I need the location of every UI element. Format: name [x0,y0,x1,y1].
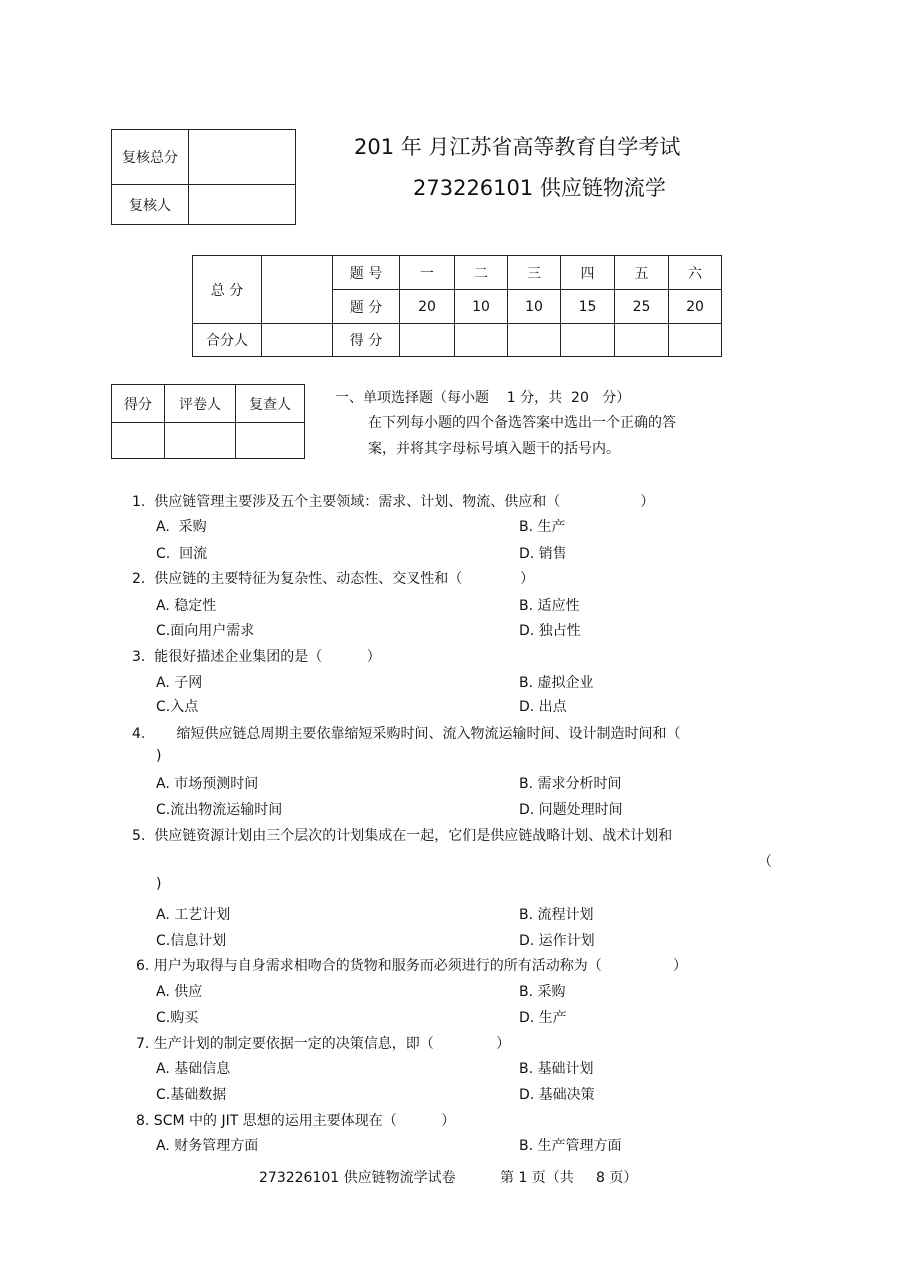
col-label-5: 五 [615,256,669,290]
col-label-3: 三 [508,256,561,290]
question-3-option-c: C.入点 [156,699,199,715]
section-instruction-1: 在下列每小题的四个备选答案中选出一个正确的答 [368,415,676,431]
question-4-option-a: A. 市场预测时间 [156,776,259,792]
question-6-option-a: A. 供应 [156,984,203,1000]
score-table [192,255,722,357]
question-1-option-a: A. 采购 [156,519,207,535]
col-label-2: 二 [455,256,508,290]
question-2-option-a: A. 稳定性 [156,598,217,614]
exam-title: 201 年 月江苏省高等教育自学考试 [354,135,681,159]
question-8-option-b: B. 生产管理方面 [519,1138,622,1154]
question-4-stem: 4. 缩短供应链总周期主要依靠缩短采购时间、流入物流运输时间、设计制造时间和（ [132,726,681,742]
points-5: 25 [615,290,669,324]
course-title: 273226101 供应链物流学 [413,176,666,200]
total-value [262,256,333,324]
question-3-option-b: B. 虚拟企业 [519,675,594,691]
points-label: 题 分 [333,290,400,324]
question-4-option-c: C.流出物流运输时间 [156,802,283,818]
checker-value [236,423,305,459]
got-6 [669,324,722,357]
question-2-option-d: D. 独占性 [519,623,581,639]
reviewer-label: 复核人 [112,185,189,225]
review-total-value [189,130,296,185]
question-6-option-d: D. 生产 [519,1010,567,1026]
checker-label: 复查人 [236,385,305,423]
question-8-option-a: A. 财务管理方面 [156,1138,259,1154]
question-3-option-a: A. 子网 [156,675,203,691]
question-5-option-c: C.信息计划 [156,933,227,949]
grader-score-label: 得分 [112,385,165,423]
got-5 [615,324,669,357]
footer-page-info: 第 1 页（共 8 页） [500,1170,638,1186]
question-1-option-d: D. 销售 [519,546,567,562]
question-7-option-a: A. 基础信息 [156,1061,231,1077]
points-6: 20 [669,290,722,324]
section-instruction-2: 案，并将其字母标号填入题干的括号内。 [368,441,620,457]
review-box [111,129,296,225]
question-1-option-c: C. 回流 [156,546,208,562]
question-5-option-d: D. 运作计划 [519,933,595,949]
question-7-stem: 7. 生产计划的制定要依据一定的决策信息，即（ ） [136,1036,511,1052]
got-3 [508,324,561,357]
points-2: 10 [455,290,508,324]
question-4-option-d: D. 问题处理时间 [519,802,623,818]
question-2-option-c: C.面向用户需求 [156,623,255,639]
review-total-label: 复核总分 [112,130,189,185]
grader-box [111,384,305,459]
got-label: 得 分 [333,324,400,357]
grader-value [165,423,236,459]
section-heading: 一、单项选择题（每小题 1 分，共 20 分） [335,390,631,406]
question-number-label: 题 号 [333,256,400,290]
grader-score-value [112,423,165,459]
col-label-1: 一 [400,256,455,290]
got-2 [455,324,508,357]
footer-exam-name: 273226101 供应链物流学试卷 [259,1170,456,1186]
question-5-stem: 5. 供应链资源计划由三个层次的计划集成在一起，它们是供应链战略计划、战术计划和 [132,828,673,844]
question-5-paren: （ [758,854,772,870]
col-label-6: 六 [669,256,722,290]
question-7-option-d: D. 基础决策 [519,1087,595,1103]
col-label-4: 四 [561,256,615,290]
points-4: 15 [561,290,615,324]
question-1-option-b: B. 生产 [519,519,566,535]
question-1-stem: 1. 供应链管理主要涉及五个主要领域：需求、计划、物流、供应和（ ） [132,494,655,510]
combiner-value [262,324,333,357]
question-4-stem-cont: ) [156,748,162,764]
question-5-stem-cont: ) [156,876,162,892]
question-2-stem: 2. 供应链的主要特征为复杂性、动态性、交叉性和（ ） [132,571,535,587]
question-2-option-b: B. 适应性 [519,598,580,614]
question-4-option-b: B. 需求分析时间 [519,776,622,792]
question-6-option-b: B. 采购 [519,984,566,1000]
question-8-stem: 8. SCM 中的 JIT 思想的运用主要体现在（ ） [136,1113,456,1129]
question-6-option-c: C.购买 [156,1010,199,1026]
combiner-label: 合分人 [193,324,262,357]
reviewer-value [189,185,296,225]
question-7-option-b: B. 基础计划 [519,1061,594,1077]
question-6-stem: 6. 用户为取得与自身需求相吻合的货物和服务而必须进行的所有活动称为（ ） [136,958,688,974]
question-3-option-d: D. 出点 [519,699,567,715]
grader-label: 评卷人 [165,385,236,423]
got-1 [400,324,455,357]
question-7-option-c: C.基础数据 [156,1087,227,1103]
points-3: 10 [508,290,561,324]
question-5-option-b: B. 流程计划 [519,907,594,923]
points-1: 20 [400,290,455,324]
question-5-option-a: A. 工艺计划 [156,907,231,923]
total-label: 总 分 [193,256,262,324]
got-4 [561,324,615,357]
question-3-stem: 3. 能很好描述企业集团的是（ ） [132,649,381,665]
